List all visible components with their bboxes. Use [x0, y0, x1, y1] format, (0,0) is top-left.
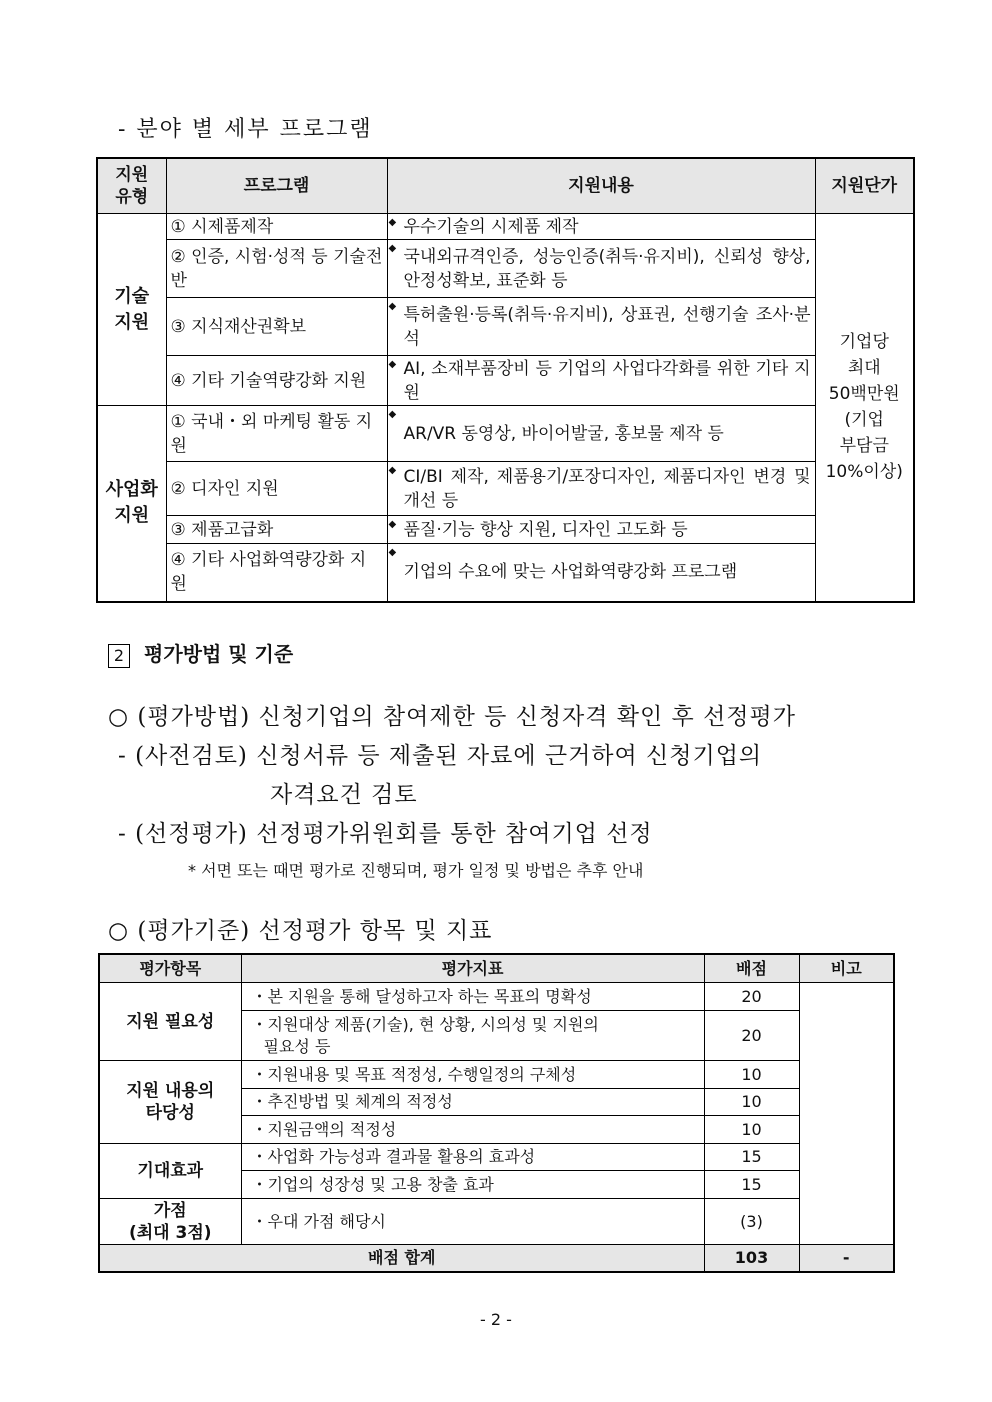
- table-row: [97, 406, 914, 462]
- content-cell: ◆ 품질·기능 향상 지원, 디자인 고도화 등: [387, 516, 815, 544]
- indicator-cell: ・본 지원을 통해 달성하고자 하는 목표의 명확성: [241, 983, 704, 1011]
- content-cell: ◆ CI/BI 제작, 제품용기/포장디자인, 제품디자인 변경 및 개선 등: [387, 462, 815, 516]
- selection-evaluation: - (선정평가) 선정평가위원회를 통한 참여기업 선정: [118, 821, 653, 847]
- support-type-tech: 기술 지원: [97, 214, 166, 406]
- remark-cell: [799, 983, 894, 1245]
- criteria-bonus: 가점 (최대 3점): [99, 1199, 241, 1245]
- section-number-box: 2: [108, 644, 130, 668]
- table-row: [99, 1061, 894, 1089]
- indicator-cell: ・추진방법 및 체계의 적정성: [241, 1089, 704, 1116]
- header-unit-price: 지원단가: [815, 158, 914, 214]
- section-2-title: 평가방법 및 기준: [144, 642, 294, 666]
- program-cell: ② 디자인 지원: [166, 462, 387, 516]
- header-eval-indicator: 평가지표: [241, 954, 704, 983]
- program-cell: ③ 지식재산권확보: [166, 298, 387, 356]
- header-support-type: 지원 유형: [97, 158, 166, 214]
- program-cell: ① 시제품제작: [166, 214, 387, 240]
- score-cell: 10: [704, 1089, 799, 1116]
- evaluation-method: ○ (평가방법) 신청기업의 참여제한 등 신청자격 확인 후 선정평가: [108, 704, 796, 730]
- total-score: 103: [704, 1245, 799, 1273]
- section-title: - 분야 별 세부 프로그램: [118, 117, 373, 142]
- total-remark: -: [799, 1245, 894, 1273]
- score-cell: 15: [704, 1144, 799, 1171]
- evaluation-note: * 서면 또는 때면 평가로 진행되며, 평가 일정 및 방법은 추후 안내: [188, 861, 644, 880]
- table-row: [99, 1199, 894, 1245]
- section-2-heading: [108, 638, 293, 668]
- criteria-validity: 지원 내용의 타당성: [99, 1061, 241, 1144]
- score-cell: 15: [704, 1171, 799, 1199]
- indicator-cell: ・지원내용 및 목표 적정성, 수행일정의 구체성: [241, 1061, 704, 1089]
- table-row: [97, 462, 914, 516]
- indicator-cell: ・지원대상 제품(기술), 현 상황, 시의성 및 지원의 필요성 등: [241, 1011, 704, 1061]
- program-table: [96, 157, 915, 603]
- table-row: [97, 298, 914, 356]
- criteria-table-header: [99, 954, 894, 983]
- table-row: [97, 544, 914, 602]
- header-program: 프로그램: [166, 158, 387, 214]
- indicator-cell: ・기업의 성장성 및 고용 창출 효과: [241, 1171, 704, 1199]
- page-number: - 2 -: [480, 1310, 512, 1329]
- table-row: [97, 516, 914, 544]
- program-cell: ④ 기타 기술역량강화 지원: [166, 356, 387, 406]
- unit-price-cell: 기업당 최대 50백만원 (기업 부담금 10%이상): [815, 214, 914, 602]
- header-eval-item: 평가항목: [99, 954, 241, 983]
- program-cell: ① 국내・외 마케팅 활동 지원: [166, 406, 387, 462]
- content-cell: ◆ 특허출원·등록(취득·유지비), 상표권, 선행기술 조사·분석: [387, 298, 815, 356]
- indicator-cell: ・사업화 가능성과 결과물 활용의 효과성: [241, 1144, 704, 1171]
- total-row: [99, 1245, 894, 1273]
- criteria-expected-effect: 기대효과: [99, 1144, 241, 1199]
- content-cell: ◆ 우수기술의 시제품 제작: [387, 214, 815, 240]
- support-type-business: 사업화 지원: [97, 406, 166, 602]
- score-cell: 20: [704, 983, 799, 1011]
- header-content: 지원내용: [387, 158, 815, 214]
- total-label: 배점 합계: [99, 1245, 704, 1273]
- content-cell: ◆ 기업의 수요에 맞는 사업화역량강화 프로그램: [387, 544, 815, 602]
- content-cell: ◆ AR/VR 동영상, 바이어발굴, 홍보물 제작 등: [387, 406, 815, 462]
- program-cell: ③ 제품고급화: [166, 516, 387, 544]
- evaluation-criteria: ○ (평가기준) 선정평가 항목 및 지표: [108, 918, 493, 944]
- table-row: [99, 1144, 894, 1171]
- pre-review-line2: 자격요건 검토: [270, 782, 418, 808]
- header-remark: 비고: [799, 954, 894, 983]
- program-table-header: [97, 158, 914, 214]
- criteria-necessity: 지원 필요성: [99, 983, 241, 1061]
- table-row: [97, 240, 914, 298]
- table-row: [99, 983, 894, 1011]
- content-cell: ◆ AI, 소재부품장비 등 기업의 사업다각화를 위한 기타 지원: [387, 356, 815, 406]
- score-cell: 10: [704, 1116, 799, 1144]
- content-cell: ◆ 국내외규격인증, 성능인증(취득·유지비), 신뢰성 향상, 안정성확보, 표준화 등: [387, 240, 815, 298]
- indicator-cell: ・지원금액의 적정성: [241, 1116, 704, 1144]
- score-cell: 10: [704, 1061, 799, 1089]
- criteria-table: [98, 953, 895, 1273]
- table-row: [97, 356, 914, 406]
- program-cell: ④ 기타 사업화역량강화 지원: [166, 544, 387, 602]
- indicator-cell: ・우대 가점 해당시: [241, 1199, 704, 1245]
- table-row: [97, 214, 914, 240]
- program-cell: ② 인증, 시험·성적 등 기술전반: [166, 240, 387, 298]
- header-score: 배점: [704, 954, 799, 983]
- score-cell: 20: [704, 1011, 799, 1061]
- pre-review-line1: - (사전검토) 신청서류 등 제출된 자료에 근거하여 신청기업의: [118, 743, 763, 769]
- score-cell: (3): [704, 1199, 799, 1245]
